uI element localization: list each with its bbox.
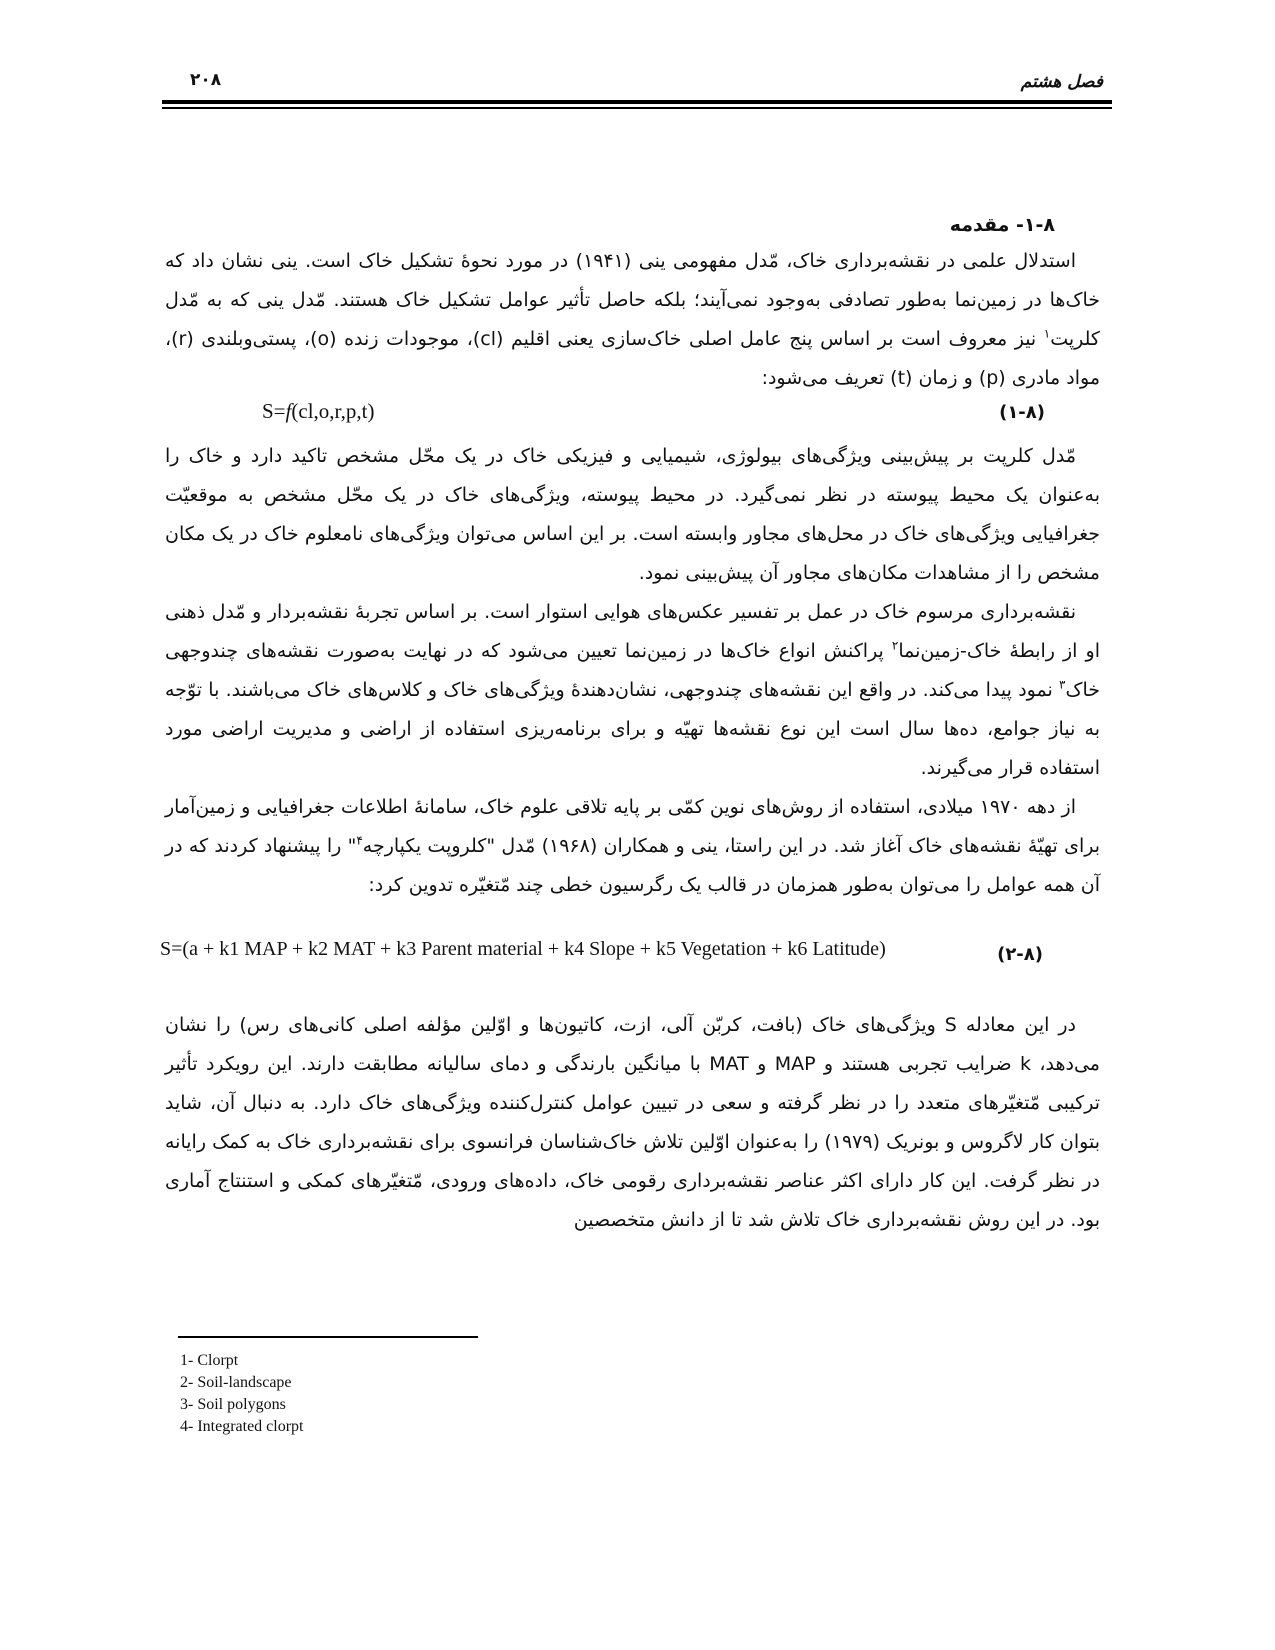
paragraph-3 [165,593,1100,788]
paragraph-4 [165,788,1100,905]
paragraph-4-text-a: از دهه ۱۹۷۰ میلادی، استفاده از روش‌های نوین کمّی بر پایه تلاقی علوم خاک، سامانۀ اطلاعات جغرافیایی و زمین‌آمار برای تهیّۀ نقشه‌های خاک آغاز شد. در این راستا، ینی و همکاران (۱۹۶۸) مّدل "کلروپت یکپارچه [165,796,1100,857]
paragraph-5: در این معادله S ویژگی‌های خاک (بافت، کربّن آلی، ازت، کاتیون‌ها و اوّلین مؤلفه اصلی کانی‌های رس) را نشان می‌دهد، k ضرایب تجربی هستند و MAP و MAT با میانگین بارندگی و دمای سالیانه مطابقت دارند. این رویکرد تأثیر ترکیبی مّتغیّرهای متعدد را در نظر گرفته و سعی در تبیین عوامل کنترل‌کننده ویژگی‌های خاک دارد. به دنبال آن، شاید بتوان کار لاگروس و بونریک (۱۹۷۹) را به‌عنوان اوّلین تلاش خاک‌شناسان فرانسوی برای نقشه‌برداری خاک به کمک رایانه در نظر گرفت. این کار دارای اکثر عناصر نقشه‌برداری رقومی خاک، داده‌های ورودی، مّتغیّرهای کمکی و استنتاج آماری بود. در این روش نقشه‌برداری خاک تلاش شد تا از دانش متخصصین [165,1014,1100,1231]
paragraph-4-text-b: " را پیشنهاد کردند که در آن همه عوامل را می‌توان به‌طور همزمان در قالب یک رگرسیون خطی چند مّتغیّره تدوین کرد: [165,835,1100,896]
paragraph-2: مّدل کلرپت بر پیش‌بینی ویژگی‌های بیولوژی، شیمیایی و فیزیکی خاک در یک محّل مشخص تاکید دارد و خاک را به‌عنوان یک محیط پیوسته در نظر نمی‌گیرد. در محیط پیوسته، ویژگی‌های خاک در یک محّل مشخص به موقعیّت جغرافیایی ویژگی‌های خاک در محل‌های مجاور وابسته است. بر این اساس می‌توان ویژگی‌های نامعلوم خاک در یک مکان مشخص را از مشاهدات مکان‌های مجاور آن پیش‌بینی نمود. [165,445,1100,584]
equation-2: S=(a + k1 MAP + k2 MAT + k3 Parent material + k4 Slope + k5 Vegetation + k6 Latitude) [160,938,886,960]
paragraph-1 [165,242,1100,398]
paragraph-1-text-b: نیز معروف است بر اساس پنج عامل اصلی خاک‌سازی یعنی اقلیم (cl)، موجودات زنده (o)، پستی‌وبلندی (r)، مواد مادری (p) و زمان (t) تعریف می‌شود: [165,328,1100,389]
equation-1-number: (۱-۸) [999,402,1045,423]
footnote-3: 3- Soil polygons [180,1396,286,1413]
header-rule-thin [162,107,1112,109]
paragraph-3-text-a: نقشه‌برداری مرسوم خاک در عمل بر تفسیر عکس‌های هوایی استوار است. بر اساس تجربۀ نقشه‌بردار و مّدل ذهنی او از رابطۀ خاک-زمین‌نما [165,601,1100,662]
equation-1-prefix: S= [262,399,286,423]
equation-1-args: (cl,o,r,p,t) [291,399,375,423]
header-rule-thick [162,100,1112,104]
running-header-chapter: فصل هشتم [1020,72,1103,92]
footnote-separator [178,1336,478,1338]
footnote-1: 1- Clorpt [180,1352,239,1369]
footnote-mark-1: ۱ [1043,326,1051,341]
paragraph-1-text-a: استدلال علمی در نقشه‌برداری خاک، مّدل مفهومی ینی (۱۹۴۱) در مورد نحوۀ تشکیل خاک است. ینی نشان داد که خاک‌ها در زمین‌نما به‌طور تصادفی به‌وجود نمی‌آیند؛ بلکه حاصل تأثیر عوامل تشکیل خاک هستند. مّدل ینی که به مّدل کلرپت [165,250,1100,350]
footnote-4: 4- Integrated clorpt [180,1418,304,1435]
footnotes [180,1350,304,1438]
body-block-2 [165,437,1100,905]
equation-1 [262,399,375,424]
body-block-3 [165,1006,1100,1240]
equation-1-function: f [285,399,292,423]
page-number: ۲۰۸ [190,70,222,90]
body-block-1 [165,242,1100,398]
paragraph-3-text-b: پراکنش انواع خاک‌ها در زمین‌نما تعیین می‌شود که در نهایت به‌صورت نقشه‌های چندوجهی خاک [165,640,1100,701]
paragraph-3-text-c: نمود پیدا می‌کند. در واقع این نقشه‌های چندوجهی، نشان‌دهندۀ ویژگی‌های خاک و کلاس‌های خاک می‌باشند. با توّجه به نیاز جوامع، ده‌ها سال است این نوع نقشه‌ها تهیّه و برای برنامه‌ریزی استفاده از اراضی و مدیریت اراضی مورد استفاده قرار می‌گیرند. [165,679,1100,779]
footnote-mark-2: ۲ [891,638,899,653]
section-heading: ۱-۸- مقدمه [949,214,1055,236]
footnote-mark-3: ۳ [1059,677,1066,692]
footnote-mark-4: ۴ [356,833,363,848]
equation-2-number: (۲-۸) [997,944,1043,965]
footnote-2: 2- Soil-landscape [180,1374,292,1391]
